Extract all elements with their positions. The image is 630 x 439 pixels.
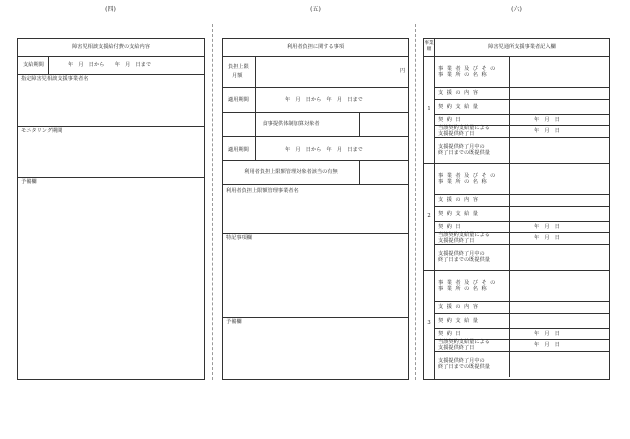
divider — [509, 56, 510, 163]
section-6-title: 障害児通所支援事業者記入欄 — [488, 44, 556, 50]
row-label: 支援提供終了日 — [438, 238, 475, 244]
section-6-header: (六) — [511, 6, 522, 13]
period-value: 年 月 日から 年 月 日まで — [68, 62, 152, 68]
row-label: 契約支給量 — [438, 104, 482, 110]
divider — [435, 206, 609, 207]
divider — [223, 112, 408, 113]
divider — [223, 160, 408, 161]
entry-number: 2 — [427, 213, 431, 219]
date-value: 年 月 日 — [534, 117, 560, 123]
row-label: 支援提供終了日 — [438, 345, 475, 351]
notes-label: 予備欄 — [226, 319, 242, 325]
cap-unit: 円 — [400, 68, 406, 74]
section-5-title: 利用者負担に関する事項 — [286, 44, 345, 50]
divider — [435, 194, 609, 195]
fold-separator-right — [415, 24, 416, 380]
divider — [435, 114, 609, 115]
divider — [18, 56, 204, 57]
divider — [424, 163, 609, 164]
meal-period-label: 適用期間 — [228, 147, 249, 153]
divider — [509, 270, 510, 377]
meal-title: 食事提供体制加算対象者 — [262, 121, 320, 127]
mgmt-provider-label: 利用者負担上限額管理事業者名 — [226, 188, 299, 194]
divider — [435, 137, 609, 138]
row-label: 支援の内容 — [438, 304, 482, 310]
row-label: 当該契約支給量による — [438, 232, 490, 238]
divider — [435, 313, 609, 314]
row-label: 支援提供終了月中の — [438, 144, 485, 150]
divider — [435, 99, 609, 100]
row-label: 事業者及びその — [438, 173, 499, 179]
divider — [435, 328, 609, 329]
divider — [223, 87, 408, 88]
period-label: 適用期間 — [228, 97, 249, 103]
section-5-header: (五) — [310, 6, 321, 13]
provider-label: 指定障害児相談支援事業者名 — [21, 76, 89, 82]
row-label: 事業者及びその — [438, 66, 499, 72]
row-label: 支援提供終了日 — [438, 131, 475, 137]
order-label: 事業順 — [424, 41, 434, 52]
row-label: 支援提供終了月中の — [438, 251, 485, 257]
divider — [223, 317, 408, 318]
row-label: 当該契約支給量による — [438, 339, 490, 345]
entry-number: 1 — [427, 106, 431, 112]
divider — [359, 112, 360, 136]
row-label: 契約日 — [438, 331, 465, 337]
row-label: 事業所の名称 — [438, 179, 491, 185]
divider — [509, 163, 510, 270]
section-6-panel — [423, 38, 610, 380]
row-label: 終了日までの既提供量 — [438, 150, 490, 156]
divider — [424, 270, 609, 271]
monitoring-label: モニタリング期間 — [21, 128, 63, 134]
row-label: 事業者及びその — [438, 280, 499, 286]
special-label: 特記事項欄 — [226, 235, 252, 241]
divider — [223, 233, 408, 234]
notes-label: 予備欄 — [21, 179, 37, 185]
row-label: 契約支給量 — [438, 318, 482, 324]
row-label: 終了日までの既提供量 — [438, 364, 490, 370]
row-label: 事業所の名称 — [438, 286, 491, 292]
period-value: 年 月 日から 年 月 日まで — [285, 97, 363, 103]
divider — [18, 126, 204, 127]
date-value: 年 月 日 — [534, 128, 560, 134]
mgmt-title: 利用者負担上限額管理対象者該当の有無 — [244, 169, 338, 175]
divider — [18, 74, 204, 75]
divider — [223, 136, 408, 137]
cap-label-2: 月額 — [232, 73, 243, 79]
divider — [435, 301, 609, 302]
date-value: 年 月 日 — [534, 331, 560, 337]
row-label: 事業所の名称 — [438, 72, 491, 78]
row-label: 契約支給量 — [438, 211, 482, 217]
divider — [435, 87, 609, 88]
row-label: 支援提供終了月中の — [438, 358, 485, 364]
date-value: 年 月 日 — [534, 235, 560, 241]
period-label: 支給期間 — [23, 62, 44, 68]
divider — [435, 351, 609, 352]
row-label: 支援の内容 — [438, 197, 482, 203]
row-label: 契約日 — [438, 117, 465, 123]
divider — [255, 136, 256, 160]
row-label: 支援の内容 — [438, 90, 482, 96]
entry-number: 3 — [427, 320, 431, 326]
section-5-panel — [222, 38, 409, 380]
divider — [48, 56, 49, 74]
date-value: 年 月 日 — [534, 224, 560, 230]
divider — [435, 244, 609, 245]
section-4-title: 障害児相談支援給付費の支給内容 — [72, 44, 150, 50]
fold-separator-left — [212, 24, 213, 380]
meal-period-value: 年 月 日から 年 月 日まで — [285, 147, 363, 153]
row-label: 当該契約支給量による — [438, 125, 490, 131]
cap-label-1: 負担上限 — [228, 64, 249, 70]
row-label: 終了日までの既提供量 — [438, 257, 490, 263]
divider — [424, 56, 609, 57]
divider — [223, 56, 408, 57]
row-label: 契約日 — [438, 224, 465, 230]
divider — [223, 184, 408, 185]
section-4-panel — [17, 38, 205, 380]
divider — [359, 160, 360, 184]
date-value: 年 月 日 — [534, 342, 560, 348]
divider — [18, 177, 204, 178]
divider — [435, 221, 609, 222]
section-4-header: (四) — [105, 6, 116, 13]
